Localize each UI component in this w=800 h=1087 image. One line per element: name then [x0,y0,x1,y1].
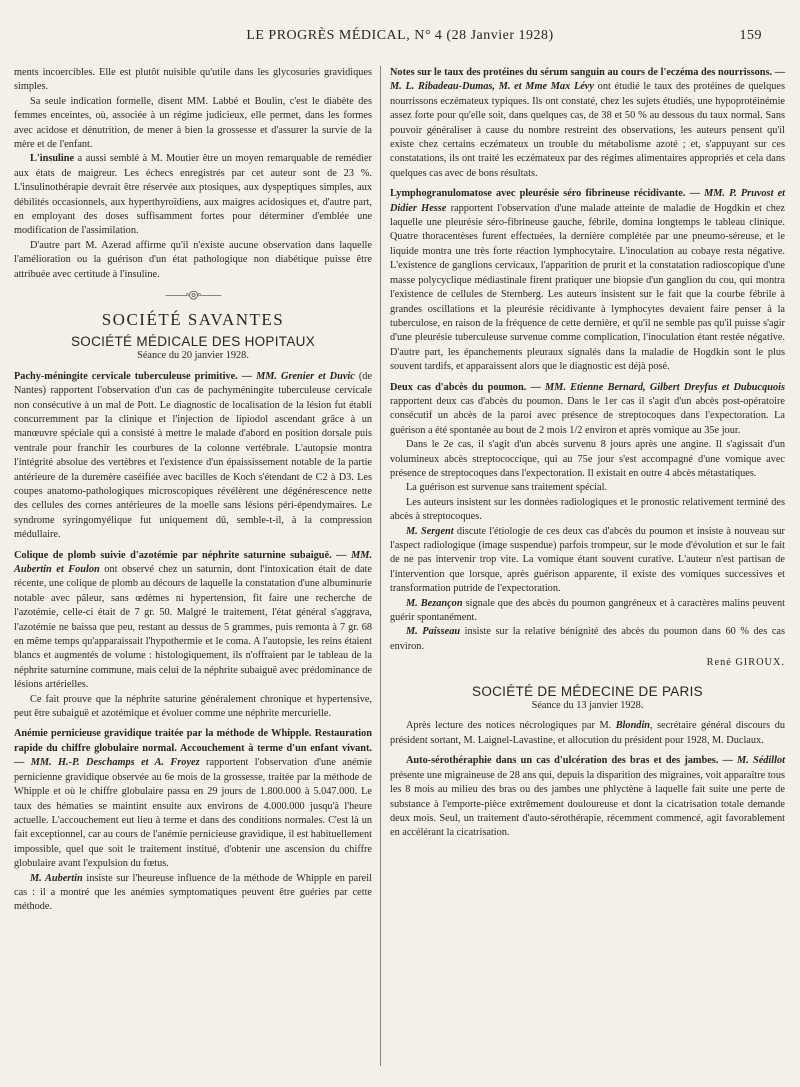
abstract-text: Après lecture des notices nécrologiques par M. [406,720,616,732]
abstract-paragraph [390,597,785,626]
abstract-anemie [14,727,372,871]
discussant-text: insiste sur l'heureuse influence de la méthode de Whipple en pareil cas : il a montré que les anémies symptomatiques peuvent être guéries par cette méthode. [14,872,372,913]
abstract-autoserotherapie [390,754,785,840]
discussant-name: M. Paisseau [406,626,461,638]
discussant-text: insiste sur la relative bénignité des abcès du poumon dans 60 % des cas environ. [390,626,785,652]
abstract-title: Notes sur le taux des protéines du sérum sanguin au cours de l'eczéma des nourrissons. — [390,67,785,78]
insulin-text: a aussi semblé à M. Moutier être un moyen remarquable de remédier aux états de maigreur. Les échecs enregistrés par cet auteur sont de 23 %. L'insulinothérapie devrait être réservée aux ptosiques, aux dyspeptiques simples, aux débilités occasionnels, aux hyperthyroïdiens, aux maigres acidosiques et, d'autre part, en employant des doses suffisamment fortes pour déterminer d'emblée une modification de l'assimilation. [14,153,372,237]
abstract-colique-plomb [14,549,372,693]
abstract-title: Colique de plomb suivie d'azotémie par néphrite saturnine subaiguë. [14,549,332,561]
discussant-text: signale que des abcès du poumon gangréneux et à caractères malins peuvent guérir spontanément. [390,597,785,624]
society-title: SOCIÉTÉ DE MÉDECINE DE PARIS [472,683,703,699]
abstract-title: Lymphogranulomatose avec pleurésie séro fibrineuse récidivante. — [390,188,700,200]
section-title: SOCIÉTÉ SAVANTES [101,309,285,329]
section-ornament: ——◦◎◦—— [165,289,221,302]
abstract-text: présente une migraineuse de 28 ans qui, depuis la disparition des migraines, voit apparaître tous les 8 mois au milieu des bras ou des jambes une phlyctène à laquelle fait suite une perte de substance à l'emporte-pièce extrêmement douloureuse et dont la cicatrisation totale demande deux mois. Seul, un traitement d'auto-sérothérapie, récemment commencé, agit favorablement en accélérant la cicatrisation. [390,769,785,839]
discussant-name: M. Bezançon [406,597,463,609]
paragraph-insulin [14,152,372,238]
society-title: SOCIÉTÉ MÉDICALE DES HOPITAUX [71,333,315,349]
abstract-title: Auto-sérothéraphie dans un cas d'ulcération des bras et des jambes. — [406,755,733,767]
discussant-text: discute l'étiologie de ces deux cas d'abcès du poumon et insiste à nouveau sur l'aspect radiologique (image suspendue) parfois trompeur, sur le mode d'évolution et sur le fait de ne pas intervenir trop vite. La vomique étant souvent curative. L'auteur n'est partisan de l'intervention que lorsque, après guérison apparente, il existe des vomiques successives et transformation putride de l'expectoration. [390,525,785,595]
discussant-name: M. Aubertin [30,872,83,884]
abstract-authors: M. Sédillot [737,755,785,767]
paragraph-azerad: D'autre part M. Azerad affirme qu'il n'existe aucune observation dans laquelle l'amélioration ou la guérison d'un état pathologique non diabétique puisse être attribuée avec certitude à l'insuline. [14,239,372,280]
abstract-authors: MM. P. Pruvost et Didier Hesse [390,188,786,214]
abstract-paragraph: Dans le 2e cas, il s'agit d'un abcès survenu 8 jours après une angine. Il s'agissait d'un volumineux abcès streptococcique, qui au 75e jour s'est accompagné d'une vomique avec présence de streptocoques dans l'expectoration. Il existait en outre 4 abcès métastatiques. [390,439,785,479]
abstract-text: ont étudié le taux des protéines de quelques nourrissons eczémateux typiques. Ils ont constaté, chez les sujets étudiés, une hypoprotéinémie assez forte pour qu'elle soit, dans quelques cas, de 38 et 50 % au dessous du taux normal. Sans pouvoir généraliser à cause du nombre restreint des observations, les auteurs pensent qu'il existe chez certains eczémateux un trouble du métabolisme azoté ; et, s'appuyant sur ces constatations, ils ont traité les eczémateux par des régimes alimentaires appropriés et cela dans quelques cas avec de bons résultats. [390,81,785,179]
abstract-text: rapportent l'observation d'une malade atteinte de maladie de Hogdkin et chez laquelle une pleurésie séro-fibrineuse gauche, fébrile, domina longtemps le tableau clinique. Quatre thoracentèses furent effectuées, la dernière complétée par une pneumo-séreuse, et le liquide montra une très forte réaction lymphocytaire. L'inoculation au cobaye resta négative. L'existence de ganglions cervicaux, l'apparition de prurit et la constatation radioscopique d'une masse polycyclique médiastinale firent pratiquer une biopsie d'un ganglion du cou, qui montra l'existence de cellules de Sternberg. Les auteurs insistent sur le fait que la courbe fébrile à grandes oscillations et la pleurésie récidivante à lymphocytes devaient faire penser à la tuberculose, en raison de la fréquence de cette dernière, et qu'il ne semble pas qu'il puisse s'agir d'une pleurésie tuberculeuse survenue comme complication, l'inoculation étant restée négative. D'autre part, les épanchements pleuraux signalés dans la maladie de Hogdkin sont le plus souvent tardifs, et apparaissent alors que le diagnostic est déjà posé. [390,202,785,373]
discussant-name: M. Sergent [406,525,454,537]
page-number: 159 [739,28,762,43]
abstract-text: (de Nantes) rapportent l'observation d'un cas de pachyméningite tuberculeuse cervicale non consécutive à un mal de Pott. Le diagnostic de localisation de la lésion fut établi concurremment par la clinique et l'injection de lipiodol ascendant grâce à un manœuvre spéciale qui a consisté à mettre le malade d'abord en position dorsale puis ventrale pour franchir les courbures de la colonne vertébrale. L'autopsie montra l'intégrité absolue des vertèbres et l'existence d'un épaississement notable de la partie antérieure de la duremère caséifiée avec bacilles de Koch s'étendant de C2 à D3. Les coupes anatomo-pathologiques microscopiques révélèrent une dégénérescence nette des cellules des cornes antérieures de la moelle sans lésions péri-épendymaires. Le syndrome syringomyélique fut uniquement dû, semble-t-il, à la compression médullaire. [14,370,372,541]
abstract-paragraph: La guérison est survenue sans traitement spécial. [406,482,608,494]
meeting-date: Séance du 13 janvier 1928. [531,700,644,712]
abstract-lymphogranulomatose [390,187,785,374]
person-name: Blondin [615,720,651,732]
meeting-date: Séance du 20 janvier 1928. [137,350,249,362]
abstract-necrologie [390,719,785,748]
abstract-title: Anémie pernicieuse gravidique traitée par la méthode de Whipple. Restauration rapide du chiffre globulaire normal. Accouchement à terme d'un enfant vivant. — [14,728,372,769]
right-column [390,66,785,841]
abstract-authors: M. L. Ribadeau-Dumas, M. et Mme Max Lévy [390,81,594,93]
journal-title: LE PROGRÈS MÉDICAL, N° 4 (28 Janvier 1928) [246,28,554,43]
abstract-paragraph: Ce fait prouve que la néphrite saturine généralement chronique et hypertensive, peut être subaiguë et azotémique et évoluer comme une néphrite mercurielle. [14,693,372,720]
abstract-title: Deux cas d'abcès du poumon. — [390,381,541,393]
abstract-proteines [390,66,785,181]
abstract-pachymeningite [14,370,372,543]
abstract-authors: — MM. Aubertin et Foulon [14,549,373,575]
abstract-abces-poumon [390,381,785,439]
abstract-paragraph [14,872,372,915]
left-column [14,66,372,915]
abstract-authors: MM. H.-P. Deschamps et A. Froyez [30,757,200,769]
continued-paragraph: ments incoercibles. Elle est plutôt nuisible qu'utile dans les glycosuries gravidiques simples. [14,67,372,93]
abstract-text: ont observé chez un saturnin, dont l'intoxication était de date récente, une colique de plomb au décours de laquelle la constatation d'une albuminurie notable avec pâleur, sans œdèmes ni hypertension, fit faire une recherche de l'azotémie, celle-ci était de 7 gr. 50. Malgré le traitement, l'état général s'aggrava, l'azotémie ne baissa que peu, restant au dessus de 5 grammes, puis remonta à 7 gr. 68 en même temps qu'apparaissait l'hypothermie et le coma. A l'autopsie, les reins étaient blancs et augmentés de volume : histologiquement, ils n'offraient par le tableau de la néphrite saturnine commune, mais celui de la néphrite subaiguë avec prédominance de lésions artérielles. [14,564,372,691]
abstract-paragraph [390,625,785,654]
insulin-lead: L'insuline [30,153,75,165]
running-header [0,28,800,48]
abstract-authors: MM. Grenier et Duvic [256,370,355,382]
paragraph-labbe: Sa seule indication formelle, disent MM. Labbé et Boulin, c'est le diabète des femmes enceintes, où, associée à un régime judicieux, elle permet, dans les formes avec acidose et dénutrition, de mener à bien la grossesse et d'assurer la survie de la mère et de l'enfant. [14,95,372,151]
abstract-paragraph: Les auteurs insistent sur les données radiologiques et le pronostic relativement terminé des abcès à streptocoques. [390,496,785,523]
abstract-title: Pachy-méningite cervicale tuberculeuse primitive. — [14,370,253,382]
abstract-text: rapportent l'observation d'une anémie pernicienne gravidique observée au 6e mois de la grossesse, traitée par la méthode de Whipple et où le chiffre globulaire passa en 29 jours de 1.800.000 à 5.047.000. Le taux des hématies se maintint ensuite aux environs de 4.000.000 jusqu'à l'heure actuelle. L'accouchement eut lieu à terme et dans des conditions normales. C'est là un fait exceptionnel, car au cours de l'anémie pernicieuse gravidique, il est habituellement impossible, quel que soit le traitement institué, d'obtenir une ascension du chiffre globulaire avant l'expulsion du fœtus. [14,757,373,870]
abstract-text: , secrétaire général discours du président sortant, M. Laignel-Lavastine, et allocution du président pour 1928, M. Duclaux. [390,720,785,746]
author-signature: René GIROUX. [706,657,785,669]
column-divider [380,66,381,1066]
abstract-paragraph [390,525,785,597]
abstract-text: rapportent deux cas d'abcès du poumon. Dans le 1er cas il s'agit d'un abcès post-opératoire consécutif un abcès de la paroi avec présence de streptocoques dans l'expectoration. La guérison a été spontanée au bout de 2 mois 1/2 environ et après vomique au 35e jour. [390,395,785,436]
abstract-authors: MM. Etienne Bernard, Gilbert Dreyfus et Dubucquois [545,381,785,393]
